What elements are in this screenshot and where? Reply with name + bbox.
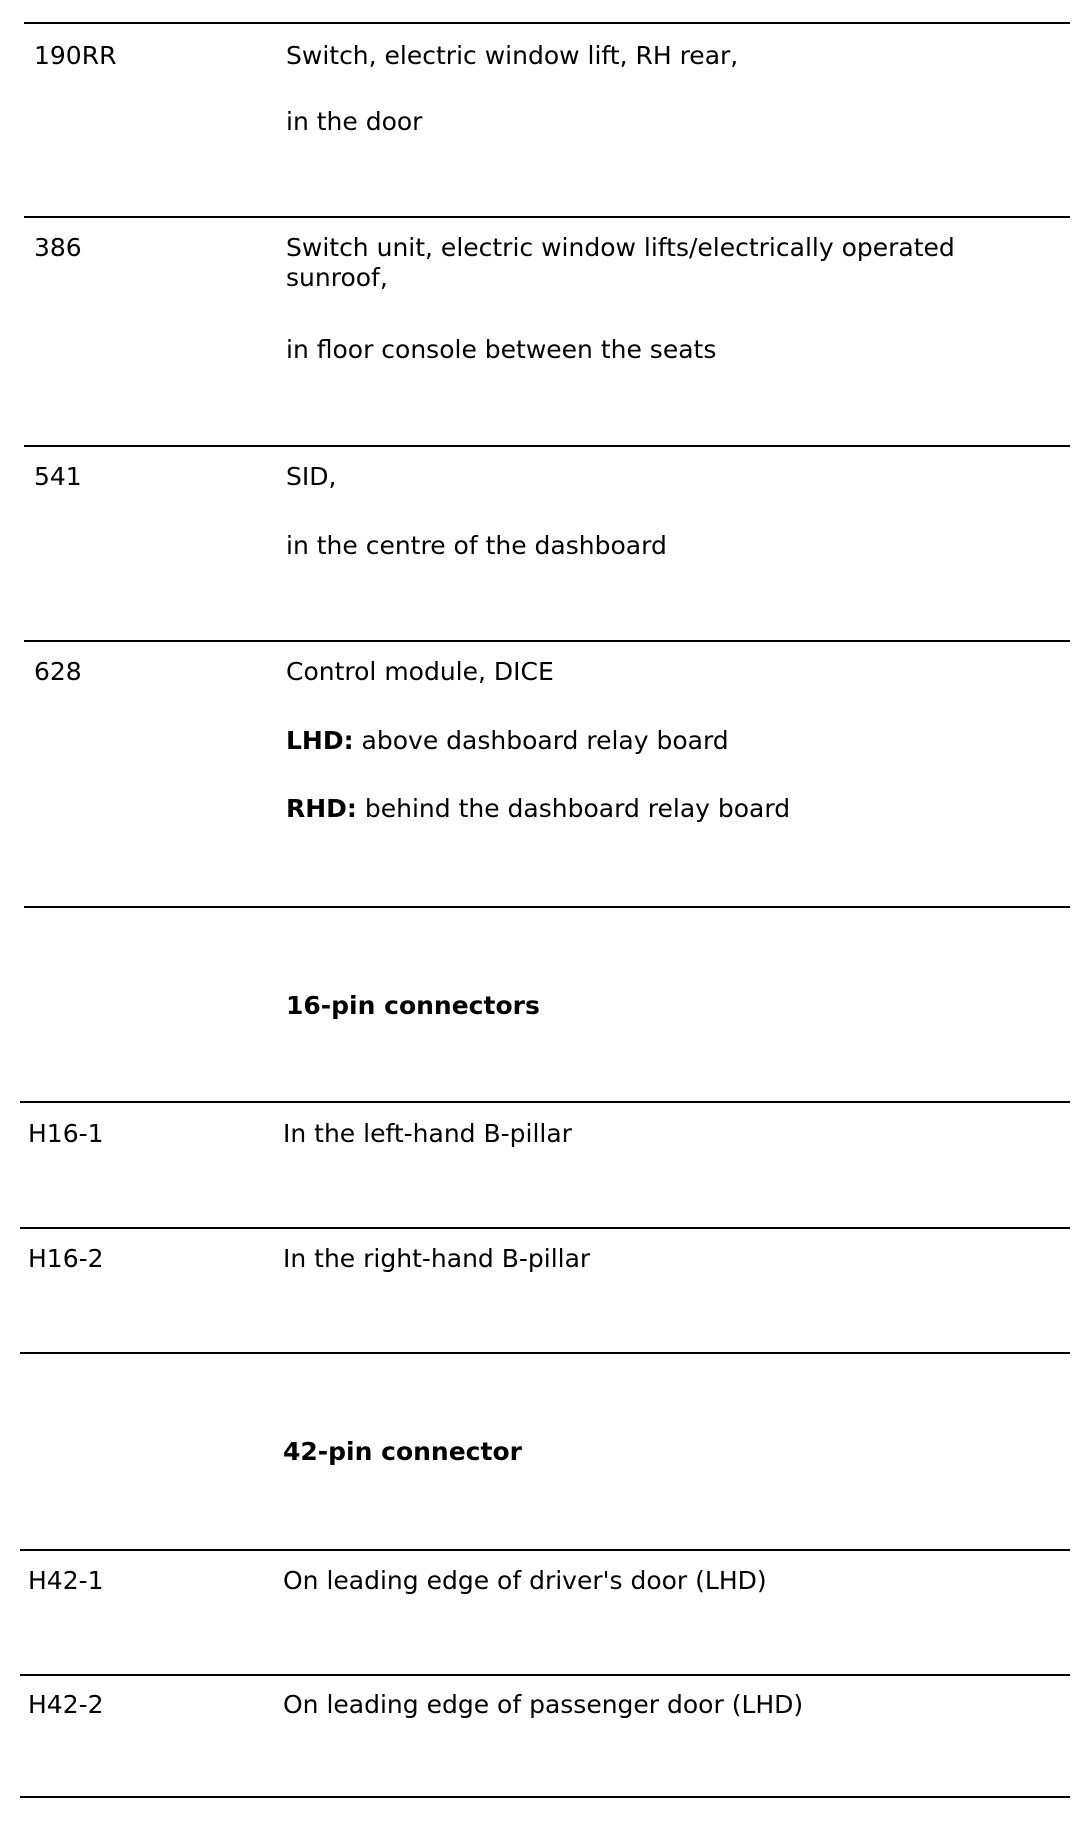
component-description: Switch, electric window lift, RH rear,	[286, 41, 739, 70]
variant-text: behind the dashboard relay board	[356, 794, 791, 823]
component-code: 386	[34, 233, 82, 262]
section-heading: 16-pin connectors	[286, 991, 540, 1020]
connector-code: H16-2	[28, 1244, 104, 1273]
variant-text: above dashboard relay board	[353, 726, 729, 755]
component-description: Control module, DICE	[286, 657, 554, 686]
row-divider	[24, 640, 1070, 642]
location-variant-lhd	[286, 726, 729, 756]
row-divider	[20, 1227, 1070, 1229]
variant-label: RHD:	[286, 794, 357, 823]
connector-location: On leading edge of passenger door (LHD)	[283, 1690, 804, 1719]
row-divider	[20, 1352, 1070, 1354]
component-location: in floor console between the seats	[286, 335, 717, 364]
component-location: in the door	[286, 107, 423, 136]
connector-location: On leading edge of driver's door (LHD)	[283, 1566, 767, 1595]
row-divider	[24, 906, 1070, 908]
row-divider	[20, 1101, 1070, 1103]
connector-location: In the left-hand B-pillar	[283, 1119, 572, 1148]
row-divider	[24, 445, 1070, 447]
component-location: in the centre of the dashboard	[286, 531, 667, 560]
section-heading: 42-pin connector	[283, 1437, 522, 1466]
connector-code: H42-2	[28, 1690, 104, 1719]
component-description: Switch unit, electric window lifts/electrically operated sunroof,	[286, 233, 955, 292]
row-divider	[20, 1674, 1070, 1676]
row-divider	[20, 1549, 1070, 1551]
connector-code: H16-1	[28, 1119, 104, 1148]
variant-label: LHD:	[286, 726, 354, 755]
location-variant-rhd	[286, 794, 790, 824]
row-divider	[20, 1796, 1070, 1798]
component-code: 628	[34, 657, 82, 686]
component-description: SID,	[286, 462, 337, 491]
row-divider	[24, 22, 1070, 24]
component-code: 541	[34, 462, 82, 491]
component-code: 190RR	[34, 41, 117, 70]
connector-code: H42-1	[28, 1566, 104, 1595]
connector-location: In the right-hand B-pillar	[283, 1244, 591, 1273]
row-divider	[24, 216, 1070, 218]
